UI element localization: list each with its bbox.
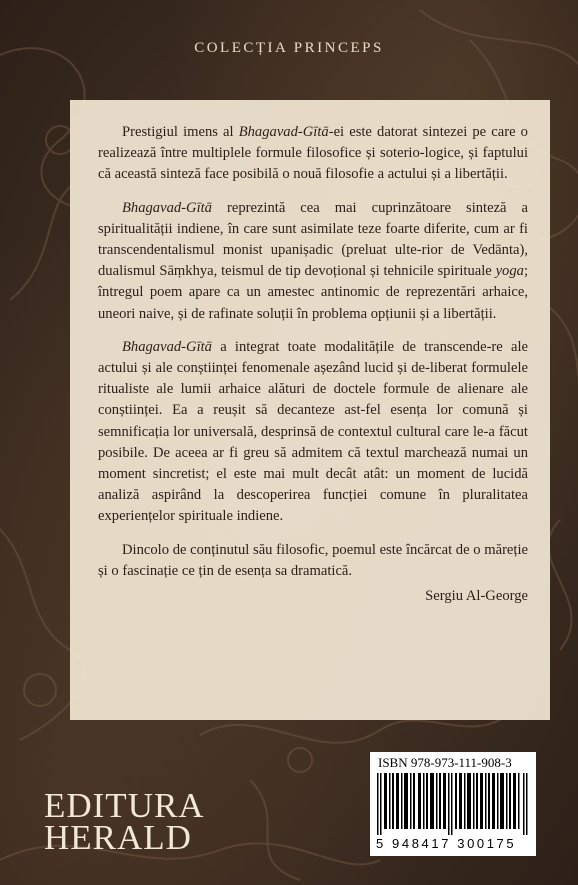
publisher-logo bbox=[44, 786, 205, 857]
author-signature: Sergiu Al-George bbox=[425, 588, 528, 605]
paragraph-4: Dincolo de conținutul său filosofic, poemul este încărcat de o măreție și o fascinație ce țin de esența sa dramatică. bbox=[98, 541, 528, 579]
publisher-line-1: EDITURA bbox=[44, 786, 205, 825]
isbn-number: ISBN 978-973-111-908-3 bbox=[378, 755, 512, 770]
paragraph-2: Bhagavad-Gītā reprezintă cea mai cuprinzătoare sinteză a spiritualității indiene, în care sunt asimilate teze foarte diferite, cum ar fi transcendentalismul monist upanișadic (preluat ulte-rior de Vedānta), dualismul Sāṃkhya, teismul de tip devoțional și tehnicile spirituale yoga; întregul poem apare ca un amestec antinomic de reprezentări arhaice, uneori naive, și de rafinate soluții în problema opțiunii și a libertății. bbox=[98, 199, 528, 322]
paragraph-1: Prestigiul imens al Bhagavad-Gītā-ei este datorat sintezei pe care o realizează între multiplele formule filosofice și soterio-logice, și faptului că această sinteză face posibilă o nouă filosofie a actului și a libertății. bbox=[98, 124, 528, 183]
publisher-line-2: HERALD bbox=[44, 818, 192, 857]
ean-number: 5 948417 300175 bbox=[376, 836, 517, 851]
barcode-icon bbox=[377, 773, 529, 835]
paragraph-3: Bhagavad-Gītā a integrat toate modalitățile de transcende-re ale actului și ale conștiinței fenomenale așezând lucid și de-liberat formulele ritualiste ale lumii arhaice alături de doctele formule de alienare ale conștiinței. Ea a reușit să decanteze ast-fel esența lor comună și semnificația lor universală, desprinsă de contextul cultural care le-a făcut posibile. De aceea ar fi greu să admitem că textul marchează numai un moment sincretist; el este mai mult decât atât: un moment de lucidă analiză aspirând la descoperirea funcției comune în pluralitatea experiențelor spirituale indiene. bbox=[98, 338, 528, 525]
barcode-label bbox=[370, 752, 536, 856]
collection-name: COLECȚIA PRINCEPS bbox=[194, 40, 384, 56]
blurb-text bbox=[98, 122, 528, 619]
